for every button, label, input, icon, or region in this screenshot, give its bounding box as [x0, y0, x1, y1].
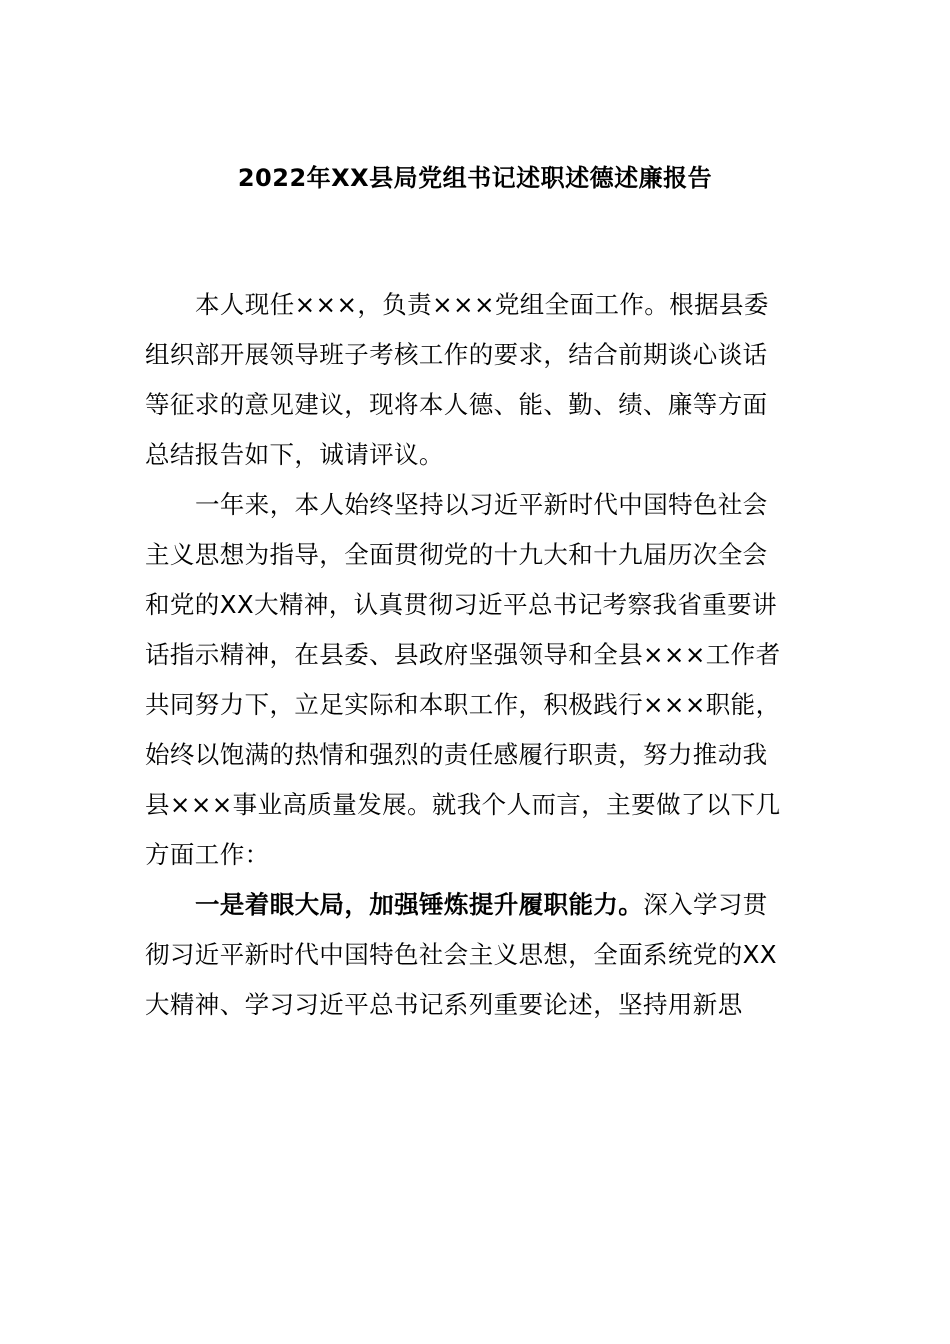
paragraph-2-line-5: 共同努力下，立足实际和本职工作，积极践行×××职能， — [145, 690, 781, 719]
paragraph-3-line-1 — [145, 880, 815, 930]
document-body — [145, 280, 815, 1030]
paragraph-3-lead-rest: 深入学习贯 — [643, 890, 768, 919]
paragraph-1-line-4: 总结报告如下，诚请评议。 — [145, 440, 444, 469]
paragraph-2-line-6: 始终以饱满的热情和强烈的责任感履行职责，努力推动我 — [145, 740, 768, 769]
paragraph-2-line-1: 一年来，本人始终坚持以习近平新时代中国特色社会 — [195, 490, 768, 519]
paragraph-2-line-3: 和党的XX大精神，认真贯彻习近平总书记考察我省重要讲 — [145, 590, 777, 619]
paragraph-1-line-3: 等征求的意见建议，现将本人德、能、勤、绩、廉等方面 — [145, 390, 768, 419]
paragraph-3-lead: 一是着眼大局，加强锤炼提升履职能力。 — [195, 890, 644, 919]
paragraph-1-line-2: 组织部开展领导班子考核工作的要求，结合前期谈心谈话 — [145, 340, 768, 369]
paragraph-2-line-2: 主义思想为指导，全面贯彻党的十九大和十九届历次全会 — [145, 540, 768, 569]
paragraph-2-line-8: 方面工作： — [145, 840, 270, 869]
paragraph-1-line-1: 本人现任×××，负责×××党组全面工作。根据县委 — [195, 290, 769, 319]
document-title: 2022年XX县局党组书记述职述德述廉报告 — [237, 164, 713, 192]
paragraph-3-line-3: 大精神、学习习近平总书记系列重要论述，坚持用新思 — [145, 990, 743, 1019]
paragraph-2-line-4: 话指示精神，在县委、县政府坚强领导和全县×××工作者 — [145, 640, 781, 669]
paragraph-3-line-2: 彻习近平新时代中国特色社会主义思想，全面系统党的XX — [145, 940, 777, 969]
paragraph-2-line-7: 县×××事业高质量发展。就我个人而言，主要做了以下几 — [145, 790, 781, 819]
